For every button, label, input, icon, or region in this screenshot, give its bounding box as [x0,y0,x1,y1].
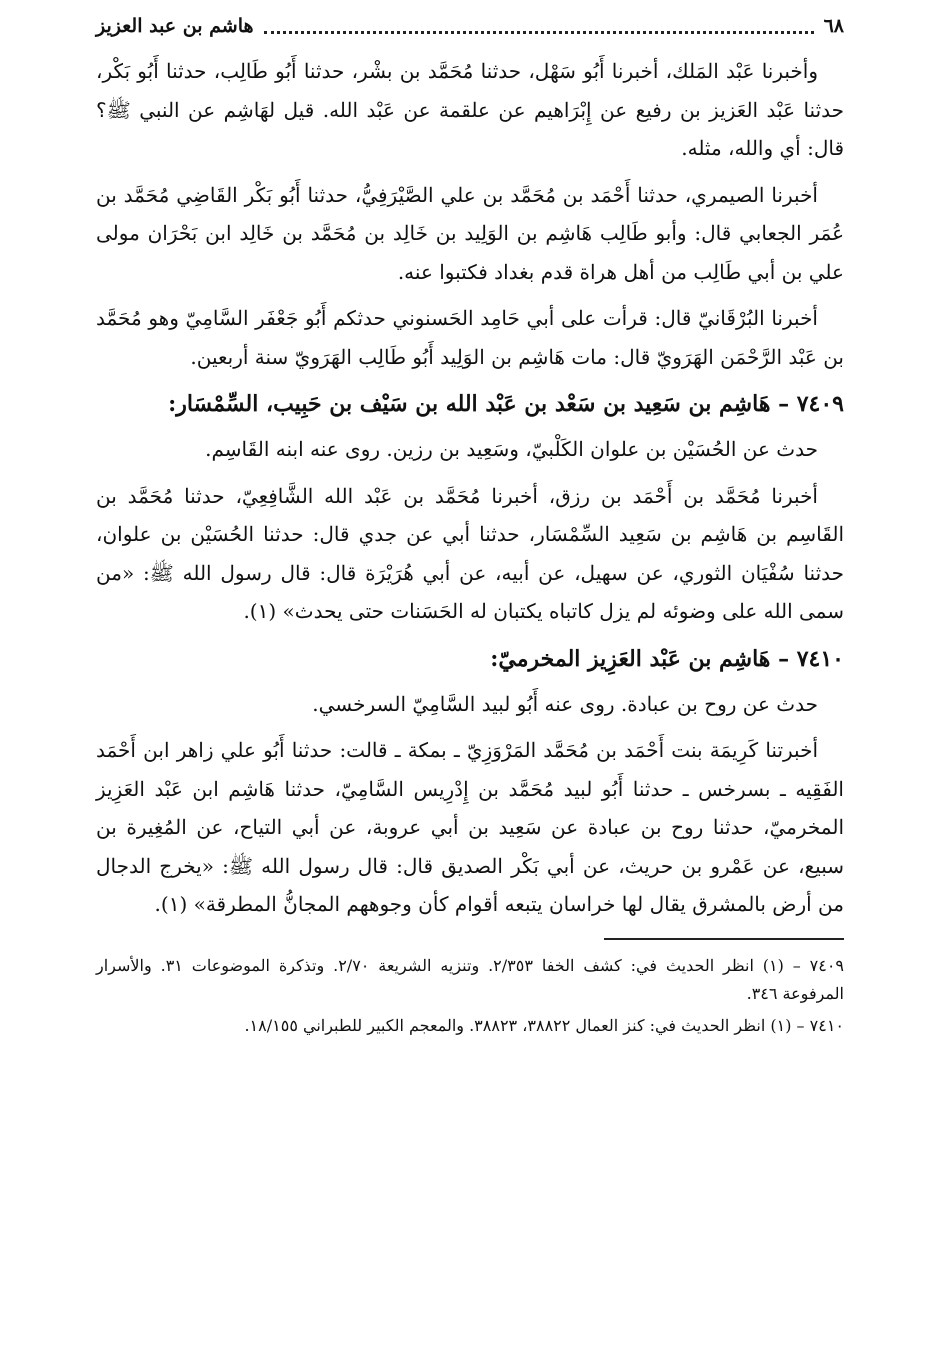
header-dot-leader [264,19,814,34]
footnote-separator [604,938,844,940]
paragraph: وأخبرنا عَبْد المَلك، أخبرنا أَبُو سَهْل، حدثنا مُحَمَّد بن بشْر، حدثنا أَبُو طَالِب، حدثنا أَبُو بَكْر، حدثنا عَبْد العَزيز بن رفيع عن إِبْرَاهيم عن علقمة عن عَبْد الله. قيل لهَاشِم عن النبي ﷺ؟ قال: أي والله، مثله. [96,59,844,160]
paragraph: حدث عن روح بن عبادة. روى عنه أَبُو لبيد السَّامِيّ السرخسي. [312,691,818,716]
page-body [96,52,844,1044]
page-number: ٦٨ [823,15,844,37]
page-header [96,8,844,44]
entry-heading-7409: ٧٤٠٩ – هَاشِم بن سَعِيد بن سَعْد بن عَبْد الله بن سَيْف بن حَبِيب، السِّمْسَار: [168,391,844,417]
paragraph: أخبرنا الصيمري، حدثنا أَحْمَد بن مُحَمَّد بن علي الصَّيْرَفِيُّ، حدثنا أَبُو بَكْر القَاضِي مُحَمَّد بن عُمَر الجعابي قال: وأبو طَالِب هَاشِم بن الوَلِيد بن خَالِد بن مُحَمَّد بن خَالِد ابن بَحْرَان مولى علي بن أبي طَالِب من أهل هراة قدم بغداد فكتبوا عنه. [96,182,844,284]
paragraph: أخبرتنا كَرِيمَة بنت أَحْمَد بن مُحَمَّد المَرْوَزِيّ ـ بمكة ـ قالت: حدثنا أَبُو علي زاهر ابن أَحْمَد الفَقِيه ـ بسرخس ـ حدثنا أَبُو لبيد مُحَمَّد بن إِدْرِيس السَّامِيّ، حدثنا هَاشِم ابن عَبْد العَزِيز المخرميّ، حدثنا روح بن عبادة عن سَعِيد بن أبي عروبة، عن أبي التياح، عن المُغِيرة بن سبيع، عن عَمْرو بن حريث، عن أبي بَكْر الصديق قال: قال رسول الله ﷺ: «يخرج الدجال من أرض بالمشرق يقال لها خراسان يتبعه أقوام كأن وجوههم المجانُّ المطرقة» (١). [96,738,844,916]
footnote: ٧٤٠٩ – (١) انظر الحديث في: كشف الخفا ٢/٣٥٣. وتنزيه الشريعة ٢/٧٠. وتذكرة الموضوعات ٣١. والأسرار المرفوعة ٣٤٦. [96,955,845,1003]
paragraph: حدث عن الحُسَيْن بن علوان الكَلْبيّ، وسَعِيد بن رزين. روى عنه ابنه القَاسِم. [205,437,818,461]
entry-heading-7410: ٧٤١٠ – هَاشِم بن عَبْد العَزِيز المخرميّ: [490,645,844,672]
paragraph: أخبرنا البُرْقَانيّ قال: قرأت على أبي حَامِد الحَسنوني حدثكم أَبُو جَعْفَر السَّامِيّ وهو مُحَمَّد بن عَبْد الرَّحْمَن الهَرَويّ قال: مات هَاشِم بن الوَلِيد أَبُو طَالِب الهَرَويّ سنة أربعين. [96,306,844,369]
footnote: ٧٤١٠ – (١) انظر الحديث في: كنز العمال ٣٨٨٢٢، ٣٨٨٢٣. والمعجم الكبير للطبراني ١٨/١٥٥. [244,1015,844,1035]
paragraph: أخبرنا مُحَمَّد بن أَحْمَد بن رزق، أخبرنا مُحَمَّد بن عَبْد الله الشَّافِعِيّ، حدثنا مُحَمَّد بن القَاسِم بن هَاشِم بن سَعِيد السِّمْسَار، حدثنا أبي عن جدي قال: حدثنا الحُسَيْن بن علوان، حدثنا سُفْيَان الثوري، عن سهيل، عن أبيه، عن أبي هُرَيْرَة قال: قال رسول الله ﷺ: «من سمى الله على وضوئه لم يزل كاتباه يكتبان له الحَسَنات حتى يحدث» (١). [96,483,844,623]
running-title: هاشم بن عبد العزيز [96,15,254,37]
